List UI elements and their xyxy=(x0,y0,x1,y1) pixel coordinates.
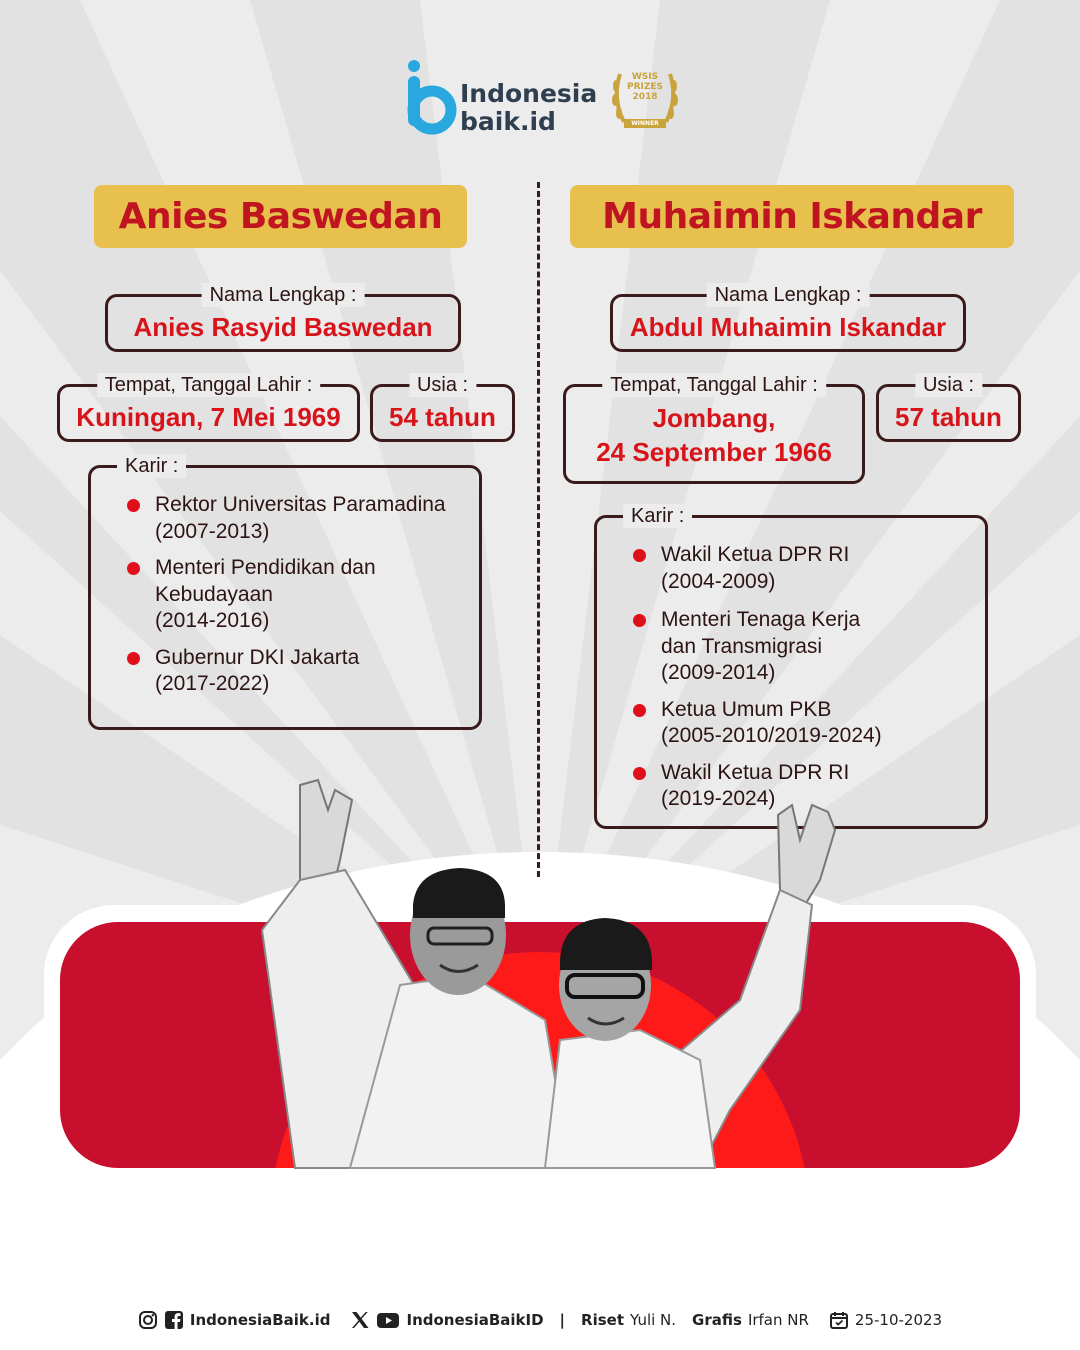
right-fullname-label: Nama Lengkap : xyxy=(707,283,870,307)
career-item: Wakil Ketua DPR RI (2004-2009) xyxy=(629,542,882,595)
wsis-award-text: WSIS PRIZES 2018 xyxy=(626,72,664,102)
facebook-icon[interactable] xyxy=(164,1310,184,1330)
footer xyxy=(0,1306,1080,1334)
research-name: Yuli N. xyxy=(630,1311,677,1329)
graphic-label: Grafis xyxy=(692,1311,742,1329)
left-name: Anies Baswedan xyxy=(118,196,443,237)
logo-text: Indonesia baik.id xyxy=(460,79,598,136)
publish-date: 25-10-2023 xyxy=(854,1311,943,1329)
right-birth-value-line1: Jombang, xyxy=(652,403,776,433)
calendar-icon xyxy=(829,1310,849,1330)
footer-separator: | xyxy=(559,1311,566,1329)
career-item: Wakil Ketua DPR RI (2019-2024) xyxy=(629,760,882,813)
x-icon[interactable] xyxy=(350,1310,370,1330)
left-birth-label: Tempat, Tanggal Lahir : xyxy=(97,373,321,397)
career-item: Menteri Tenaga Kerja dan Transmigrasi (2009-2014) xyxy=(629,607,882,687)
right-fullname-value: Abdul Muhaimin Iskandar xyxy=(629,312,947,342)
left-candidate-figure xyxy=(262,780,570,1168)
career-item: Menteri Pendidikan dan Kebudayaan (2014-2016) xyxy=(123,555,446,635)
left-age-label: Usia : xyxy=(409,373,476,397)
right-candidate-figure xyxy=(545,805,835,1168)
social-handle-1[interactable]: IndonesiaBaik.id xyxy=(189,1311,331,1329)
left-age-value: 54 tahun xyxy=(389,402,496,432)
left-fullname-label: Nama Lengkap : xyxy=(202,283,365,307)
left-birth-value: Kuningan, 7 Mei 1969 xyxy=(76,402,341,432)
right-birth-label: Tempat, Tanggal Lahir : xyxy=(602,373,826,397)
right-name: Muhaimin Iskandar xyxy=(602,196,982,237)
graphic-name: Irfan NR xyxy=(747,1311,809,1329)
social-handle-2[interactable]: IndonesiaBaikID xyxy=(406,1311,544,1329)
youtube-icon[interactable] xyxy=(376,1310,400,1330)
career-item: Rektor Universitas Paramadina (2007-2013) xyxy=(123,492,446,545)
right-age-label: Usia : xyxy=(915,373,982,397)
left-career-label: Karir : xyxy=(117,454,186,478)
right-career-label: Karir : xyxy=(623,504,692,528)
left-fullname-value: Anies Rasyid Baswedan xyxy=(133,312,433,342)
career-item: Gubernur DKI Jakarta (2017-2022) xyxy=(123,645,446,698)
career-item: Ketua Umum PKB (2005-2010/2019-2024) xyxy=(629,697,882,750)
right-age-value: 57 tahun xyxy=(895,402,1002,432)
wsis-winner-ribbon: WINNER xyxy=(624,119,666,128)
right-birth-value-line2: 24 September 1966 xyxy=(596,437,832,467)
research-label: Riset xyxy=(581,1311,624,1329)
instagram-icon[interactable] xyxy=(138,1310,158,1330)
